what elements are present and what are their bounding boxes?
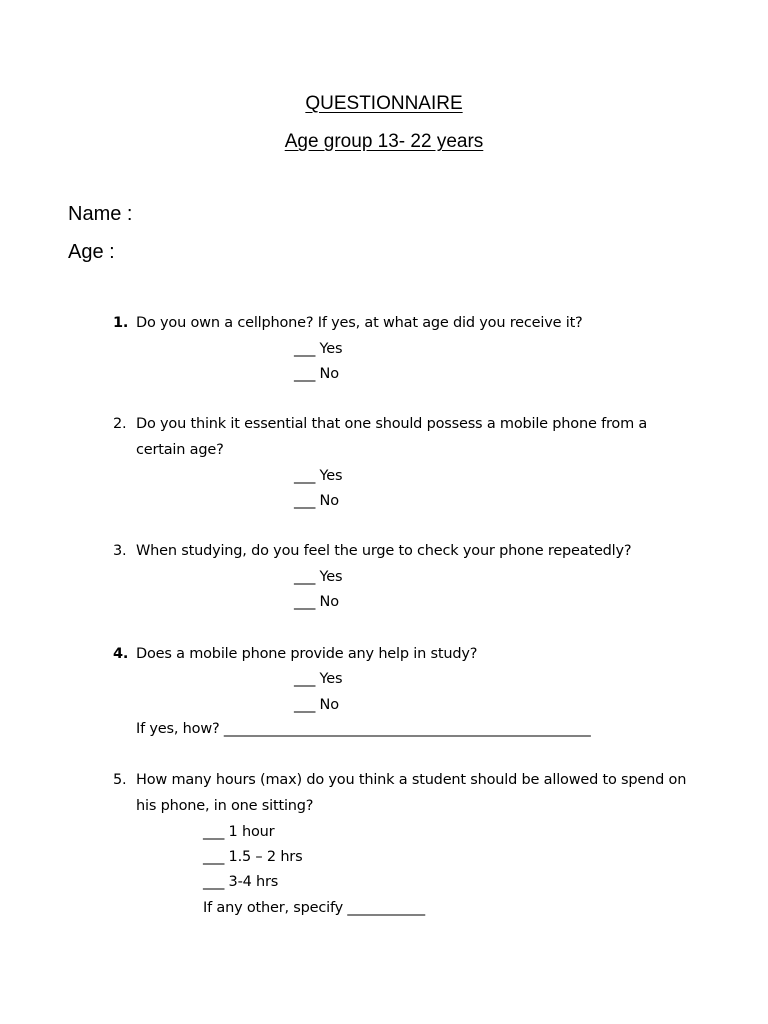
question-text: When studying, do you feel the urge to check your phone repeatedly? [136, 543, 632, 559]
question-number: 5. [113, 772, 127, 788]
option-no[interactable]: ___ No [294, 697, 339, 713]
question-text: Do you think it essential that one should possess a mobile phone from a [136, 416, 648, 432]
how-answer-line[interactable]: If yes, how? ____________________________________________________ [136, 721, 591, 737]
other-specify-line[interactable]: If any other, specify ___________ [203, 900, 425, 916]
option-1-hour[interactable]: ___ 1 hour [203, 824, 275, 840]
question-text: Do you own a cellphone? If yes, at what age did you receive it? [136, 315, 583, 331]
option-yes[interactable]: ___ Yes [294, 569, 343, 585]
page-subtitle: Age group 13- 22 years [284, 131, 484, 152]
question-text-continued: his phone, in one sitting? [136, 798, 314, 814]
question-number: 3. [113, 543, 127, 559]
option-no[interactable]: ___ No [294, 594, 339, 610]
question-number: 4. [113, 646, 129, 662]
question-text-continued: certain age? [136, 442, 224, 458]
option-yes[interactable]: ___ Yes [294, 468, 343, 484]
question-text: Does a mobile phone provide any help in study? [136, 646, 478, 662]
option-yes[interactable]: ___ Yes [294, 341, 343, 357]
page-title: QUESTIONNAIRE [305, 93, 463, 114]
name-label: Name : [68, 203, 133, 225]
option-yes[interactable]: ___ Yes [294, 671, 343, 687]
age-label: Age : [68, 241, 115, 263]
option-no[interactable]: ___ No [294, 366, 339, 382]
question-text: How many hours (max) do you think a student should be allowed to spend on [136, 772, 687, 788]
option-3-4-hrs[interactable]: ___ 3-4 hrs [203, 874, 279, 890]
question-number: 2. [113, 416, 127, 432]
question-number: 1. [113, 315, 129, 331]
option-no[interactable]: ___ No [294, 493, 339, 509]
option-1-5-2-hrs[interactable]: ___ 1.5 – 2 hrs [203, 849, 303, 865]
